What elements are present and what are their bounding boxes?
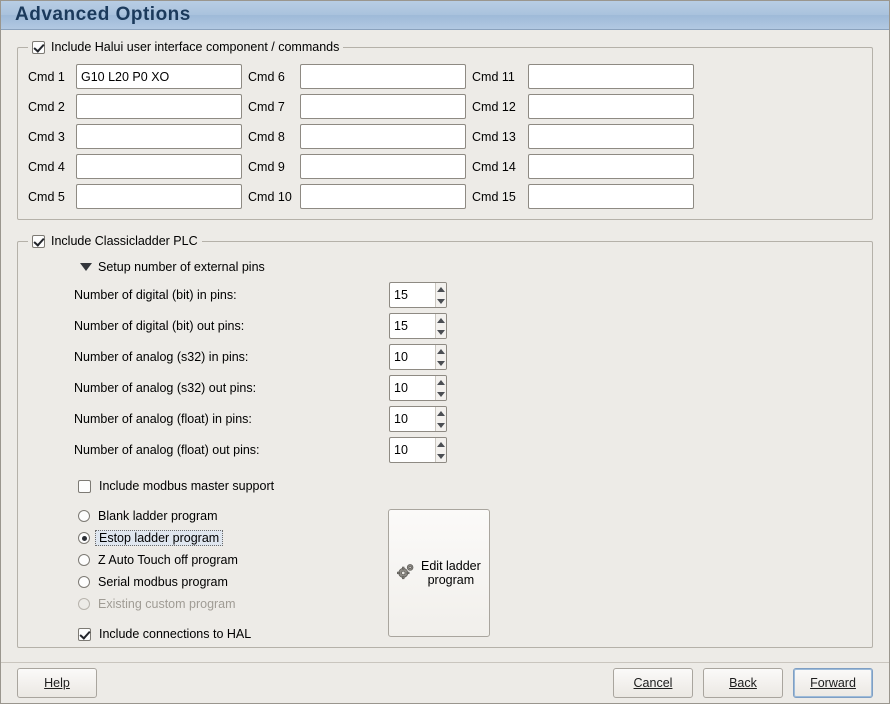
cmd-label-12: Cmd 12 [472, 99, 516, 114]
spinner-up-icon[interactable] [436, 283, 446, 295]
radio-blank-ladder[interactable] [78, 510, 90, 522]
pin-label-analog-s32-out: Number of analog (s32) out pins: [74, 381, 257, 396]
cancel-button-label: Cancel [633, 676, 673, 691]
spinner-up-icon[interactable] [436, 407, 446, 419]
pin-row-analog-float-out [28, 437, 862, 463]
pin-label-analog-s32-in: Number of analog (s32) in pins: [74, 350, 249, 365]
radio-serial-modbus[interactable] [78, 576, 90, 588]
spinner-up-icon[interactable] [436, 314, 446, 326]
radio-row-estop-ladder[interactable] [78, 531, 378, 545]
halui-group-label: Include Halui user interface component / commands [51, 40, 340, 55]
pin-label-analog-float-out: Number of analog (float) out pins: [74, 443, 260, 458]
classicladder-group-label: Include Classicladder PLC [51, 234, 198, 249]
radio-estop-ladder[interactable] [78, 532, 90, 544]
cmd-label-6: Cmd 6 [248, 69, 285, 84]
cmd-label-7: Cmd 7 [248, 99, 285, 114]
forward-button[interactable] [793, 668, 873, 698]
pin-input-analog-float-out[interactable] [390, 438, 435, 462]
edit-ladder-program-label [421, 559, 481, 588]
ladder-program-radio-group [28, 509, 378, 641]
cmd-input-6[interactable] [300, 64, 466, 89]
edit-ladder-line1: Edit ladder [421, 558, 481, 573]
halui-group-legend [28, 40, 343, 54]
hal-connections-row[interactable] [78, 627, 378, 641]
external-pins-expander[interactable] [80, 260, 862, 274]
cmd-label-10: Cmd 10 [248, 189, 292, 204]
radio-row-serial-modbus[interactable] [78, 575, 378, 589]
chevron-down-icon [80, 263, 92, 271]
cmd-label-3: Cmd 3 [28, 129, 65, 144]
cmd-label-8: Cmd 8 [248, 129, 285, 144]
pin-input-analog-s32-out[interactable] [390, 376, 435, 400]
modbus-master-checkbox[interactable] [78, 480, 91, 493]
cmd-input-8[interactable] [300, 124, 466, 149]
radio-row-existing-custom [78, 597, 378, 611]
pin-row-analog-float-in [28, 406, 862, 432]
pin-spinner-analog-float-out[interactable] [389, 437, 447, 463]
label-serial-modbus: Serial modbus program [98, 575, 228, 590]
spinner-up-icon[interactable] [436, 345, 446, 357]
halui-command-grid [28, 64, 862, 209]
pin-label-digital-in: Number of digital (bit) in pins: [74, 288, 237, 303]
spinner-arrows-analog-float-in[interactable] [435, 407, 446, 431]
pin-label-digital-out: Number of digital (bit) out pins: [74, 319, 245, 334]
external-pins-expander-label: Setup number of external pins [98, 260, 265, 275]
radio-z-auto-touch-off[interactable] [78, 554, 90, 566]
pin-input-digital-out[interactable] [390, 314, 435, 338]
cmd-label-1: Cmd 1 [28, 69, 65, 84]
window-title: Advanced Options [15, 4, 191, 26]
back-button-label: Back [729, 676, 757, 691]
spinner-arrows-analog-s32-out[interactable] [435, 376, 446, 400]
pin-spinner-analog-s32-out[interactable] [389, 375, 447, 401]
label-existing-custom: Existing custom program [98, 597, 236, 612]
classicladder-group-legend [28, 234, 202, 248]
spinner-arrows-digital-out[interactable] [435, 314, 446, 338]
cmd-input-13[interactable] [528, 124, 694, 149]
pin-input-analog-s32-in[interactable] [390, 345, 435, 369]
spinner-up-icon[interactable] [436, 438, 446, 450]
spinner-down-icon[interactable] [436, 357, 446, 369]
pin-row-analog-s32-out [28, 375, 862, 401]
label-blank-ladder: Blank ladder program [98, 509, 218, 524]
cancel-button[interactable] [613, 668, 693, 698]
spinner-down-icon[interactable] [436, 326, 446, 338]
cmd-input-12[interactable] [528, 94, 694, 119]
pin-row-digital-in [28, 282, 862, 308]
cmd-input-4[interactable] [76, 154, 242, 179]
edit-ladder-line2: program [427, 573, 475, 588]
cmd-label-2: Cmd 2 [28, 99, 65, 114]
gear-icon [395, 561, 417, 586]
cmd-input-9[interactable] [300, 154, 466, 179]
classicladder-enable-checkbox[interactable] [32, 235, 45, 248]
halui-enable-checkbox[interactable] [32, 41, 45, 54]
cmd-label-4: Cmd 4 [28, 159, 65, 174]
spinner-up-icon[interactable] [436, 376, 446, 388]
titlebar [1, 1, 889, 30]
dialog-footer [1, 662, 889, 703]
cmd-input-5[interactable] [76, 184, 242, 209]
cmd-label-5: Cmd 5 [28, 189, 65, 204]
pin-row-digital-out [28, 313, 862, 339]
cmd-label-15: Cmd 15 [472, 189, 516, 204]
cmd-label-9: Cmd 9 [248, 159, 285, 174]
cmd-label-13: Cmd 13 [472, 129, 516, 144]
spinner-down-icon[interactable] [436, 388, 446, 400]
cmd-label-14: Cmd 14 [472, 159, 516, 174]
cmd-input-11[interactable] [528, 64, 694, 89]
pin-input-analog-float-in[interactable] [390, 407, 435, 431]
edit-ladder-program-button[interactable] [388, 509, 490, 637]
modbus-master-label: Include modbus master support [99, 479, 275, 494]
cmd-input-14[interactable] [528, 154, 694, 179]
help-button[interactable] [17, 668, 97, 698]
radio-existing-custom [78, 598, 90, 610]
radio-row-z-auto-touch-off[interactable] [78, 553, 378, 567]
spinner-down-icon[interactable] [436, 419, 446, 431]
pin-spinner-digital-out[interactable] [389, 313, 447, 339]
label-estop-ladder: Estop ladder program [95, 530, 223, 546]
spinner-arrows-analog-s32-in[interactable] [435, 345, 446, 369]
help-button-label: Help [44, 676, 70, 691]
label-z-auto-touch-off: Z Auto Touch off program [98, 553, 238, 568]
halui-group [17, 40, 873, 220]
pin-label-analog-float-in: Number of analog (float) in pins: [74, 412, 252, 427]
cmd-input-7[interactable] [300, 94, 466, 119]
cmd-input-2[interactable] [76, 94, 242, 119]
spinner-down-icon[interactable] [436, 450, 446, 462]
pin-spinner-digital-in[interactable] [389, 282, 447, 308]
modbus-master-row[interactable] [28, 479, 862, 493]
cmd-input-10[interactable] [300, 184, 466, 209]
back-button[interactable] [703, 668, 783, 698]
radio-row-blank-ladder[interactable] [78, 509, 378, 523]
classicladder-group [17, 234, 873, 648]
pin-spinner-analog-s32-in[interactable] [389, 344, 447, 370]
pin-row-analog-s32-in [28, 344, 862, 370]
spinner-arrows-analog-float-out[interactable] [435, 438, 446, 462]
pin-input-digital-in[interactable] [390, 283, 435, 307]
ladder-program-section [28, 509, 862, 641]
cmd-input-1[interactable] [76, 64, 242, 89]
cmd-input-3[interactable] [76, 124, 242, 149]
hal-connections-checkbox[interactable] [78, 628, 91, 641]
spinner-down-icon[interactable] [436, 295, 446, 307]
cmd-input-15[interactable] [528, 184, 694, 209]
pin-spinner-analog-float-in[interactable] [389, 406, 447, 432]
forward-button-label: Forward [810, 676, 856, 691]
spinner-arrows-digital-in[interactable] [435, 283, 446, 307]
dialog-content [1, 30, 889, 662]
cmd-label-11: Cmd 11 [472, 69, 515, 84]
hal-connections-label: Include connections to HAL [99, 627, 252, 642]
